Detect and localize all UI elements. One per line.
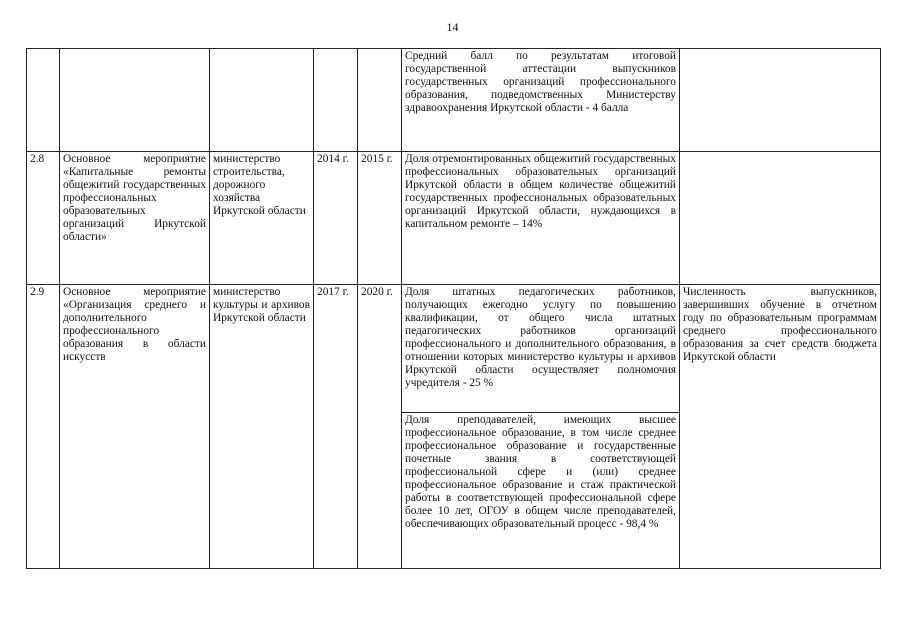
executor-cell: министерство культуры и архивов Иркутской области <box>210 285 314 569</box>
executor-cell <box>210 49 314 152</box>
row-number <box>27 49 60 152</box>
end-year-cell: 2020 г. <box>358 285 402 569</box>
indicator-cell: Средний балл по результатам итоговой государственной аттестации выпускников государственных организаций профессионального образования, подведомственных Министерству здравоохранения Иркутской области - 4 балла <box>402 49 680 152</box>
indicator-cell: Доля штатных педагогических работников, получающих ежегодно услугу по повышению квалификации, от общего числа штатных педагогических работников организаций профессионального и дополнительного образования, в отношении которых министерство культуры и архивов Иркутской области осуществляет полномочия учредителя - 25 % <box>402 285 680 413</box>
start-year-cell <box>314 49 358 152</box>
indicator-cell: Доля преподавателей, имеющих высшее профессиональное образование, в том числе среднее профессиональное образование и государственные почетные звания в соответствующей профессиональной сфере и (или) среднее профессиональное образование и стаж практической работы в соответствующей профессиональной сфере более 10 лет, ОГОУ в общем числе преподавателей, обеспечивающих образовательный процесс - 98,4 % <box>402 413 680 569</box>
row-number: 2.8 <box>27 152 60 285</box>
start-year-cell: 2017 г. <box>314 285 358 569</box>
indicator-cell: Доля отремонтированных общежитий государственных профессиональных образовательных организаций Иркутской области в общем количестве общежитий государственных профессиональных образовательных организаций Иркутской области, нуждающихся в капитальном ремонте – 14% <box>402 152 680 285</box>
executor-cell: министерство строительства, дорожного хозяйства Иркутской области <box>210 152 314 285</box>
program-table <box>26 48 881 569</box>
outcome-cell <box>680 49 881 152</box>
table-row <box>27 152 881 285</box>
activity-cell: Основное мероприятие «Капитальные ремонты общежитий государственных профессиональных образовательных организаций Иркутской области» <box>60 152 210 285</box>
page-number: 14 <box>446 20 459 34</box>
end-year-cell <box>358 49 402 152</box>
outcome-cell <box>680 152 881 285</box>
table-row <box>27 285 881 413</box>
activity-cell: Основное мероприятие «Организация среднего и дополнительного профессионального образования в области искусств <box>60 285 210 569</box>
end-year-cell: 2015 г. <box>358 152 402 285</box>
start-year-cell: 2014 г. <box>314 152 358 285</box>
activity-cell <box>60 49 210 152</box>
table-row <box>27 49 881 152</box>
row-number: 2.9 <box>27 285 60 569</box>
outcome-cell: Численность выпускников, завершивших обучение в отчетном году по образовательным программам среднего профессионального образования за счет средств бюджета Иркутской области <box>680 285 881 569</box>
